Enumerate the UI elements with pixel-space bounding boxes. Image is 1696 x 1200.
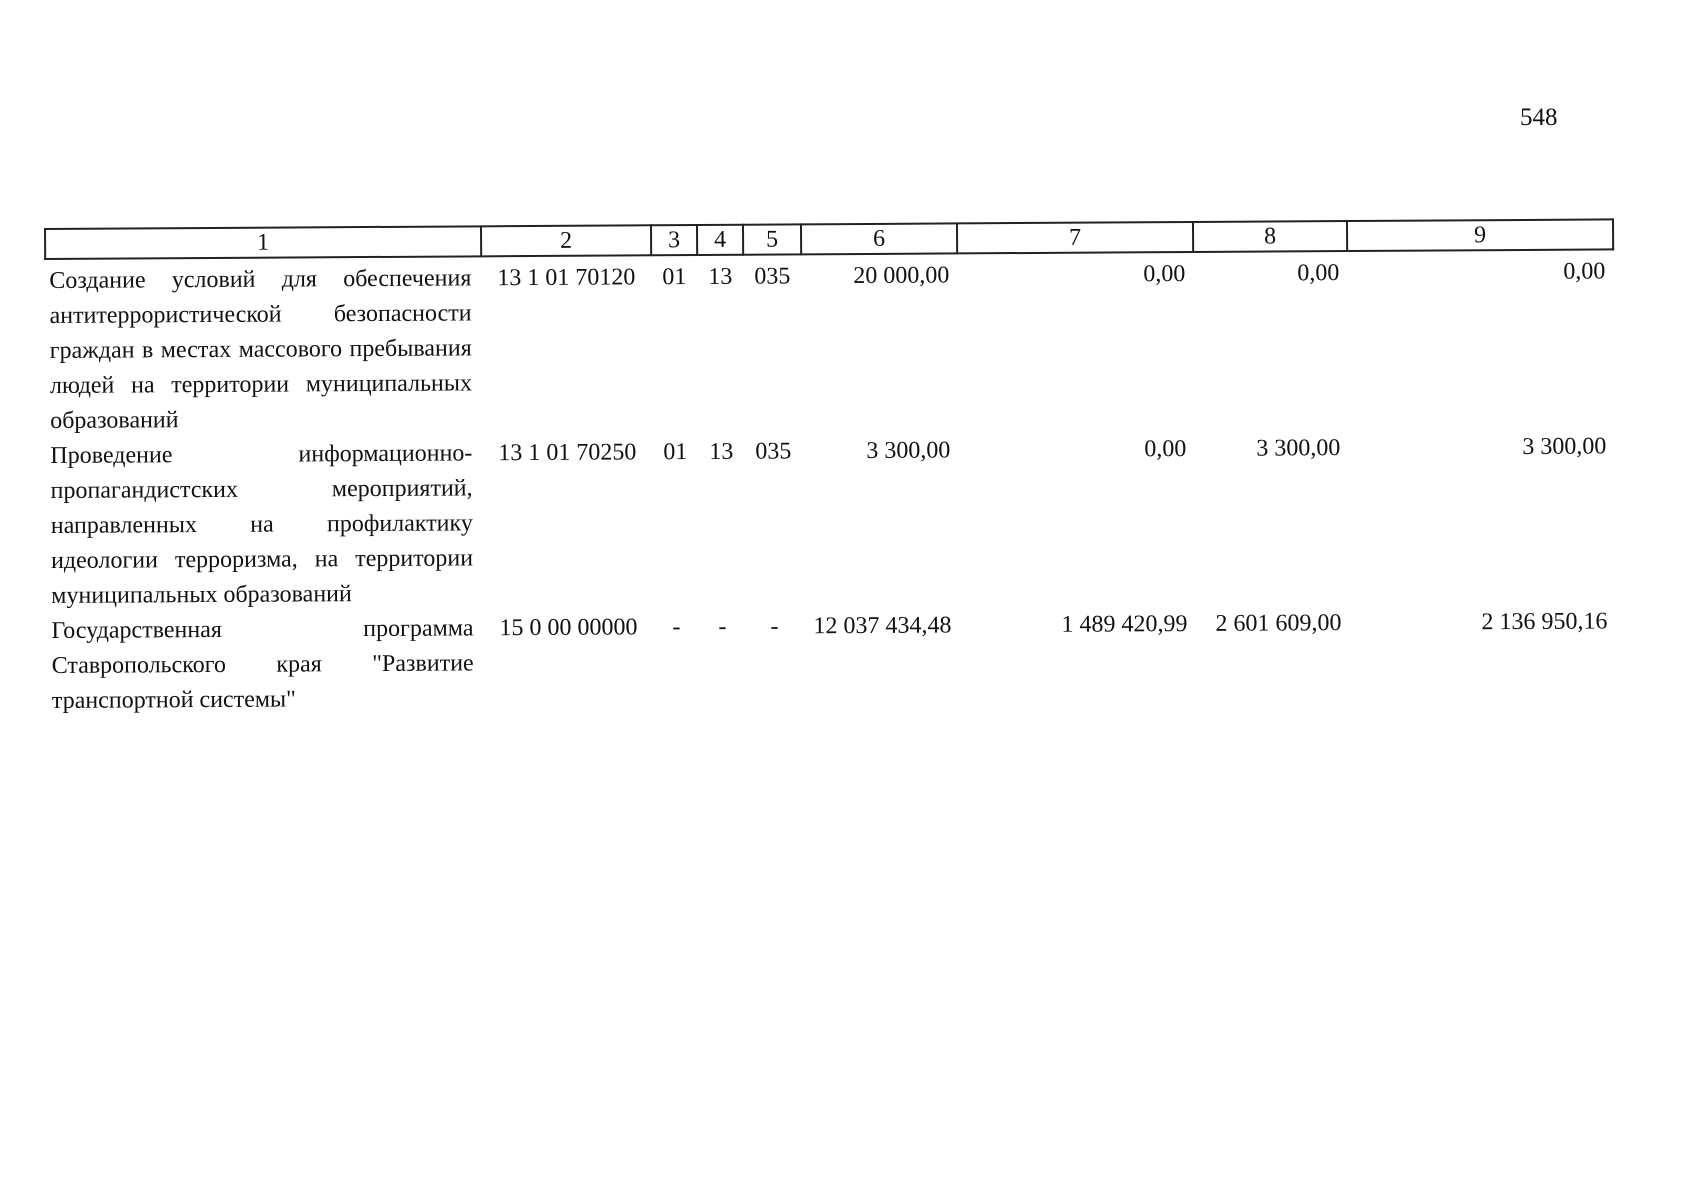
row-col-4: -: [718, 613, 727, 640]
row-col-9: 0,00: [1563, 258, 1606, 285]
header-col-4: 4: [697, 225, 743, 255]
header-col-3: 3: [651, 225, 697, 255]
row-col-6: 12 037 434,48: [813, 612, 952, 640]
row-col-5: -: [770, 613, 779, 640]
row-col-8: 3 300,00: [1256, 435, 1341, 462]
row-col-4: 13: [708, 263, 733, 290]
row-col-3: 01: [663, 439, 688, 466]
header-col-9: 9: [1347, 219, 1613, 251]
row-code: 15 0 00 00000: [499, 614, 638, 642]
row-col-9: 2 136 950,16: [1481, 608, 1608, 636]
header-col-2: 2: [481, 225, 651, 256]
row-name: Государственная программа Ставропольского края "Развитие транспортной системы": [51, 615, 474, 714]
table-row: [46, 429, 1615, 614]
header-col-6: 6: [801, 223, 957, 254]
header-col-8: 8: [1193, 221, 1347, 252]
row-name: Проведение информационно-пропагандистских мероприятий, направленных на профилактику идеологии терроризма, на территории муниципальных образований: [50, 440, 474, 609]
budget-table-container: [44, 218, 1615, 719]
header-col-7: 7: [957, 222, 1193, 253]
budget-table: [44, 218, 1617, 719]
row-col-3: -: [672, 614, 681, 641]
row-col-4: 13: [709, 438, 734, 465]
table-row: [47, 604, 1616, 719]
row-col-6: 3 300,00: [866, 437, 951, 464]
row-col-5: 035: [754, 263, 791, 290]
row-code: 13 1 01 70250: [498, 439, 637, 467]
row-code: 13 1 01 70120: [497, 264, 636, 292]
row-col-7: 1 489 420,99: [1061, 611, 1188, 638]
page-number: 548: [1520, 104, 1558, 131]
row-col-6: 20 000,00: [853, 262, 950, 290]
row-name: Создание условий для обеспечения антитеррористической безопасности граждан в местах массового пребывания людей на территории муниципальных образований: [49, 265, 473, 434]
header-col-5: 5: [743, 224, 801, 254]
row-col-7: 0,00: [1143, 261, 1186, 288]
table-row: [45, 254, 1614, 439]
row-col-9: 3 300,00: [1522, 433, 1607, 460]
row-col-8: 0,00: [1297, 260, 1340, 287]
header-col-1: 1: [45, 226, 481, 259]
row-col-8: 2 601 609,00: [1215, 610, 1342, 637]
row-col-7: 0,00: [1144, 436, 1187, 463]
row-col-5: 035: [755, 438, 792, 465]
row-col-3: 01: [662, 264, 687, 291]
